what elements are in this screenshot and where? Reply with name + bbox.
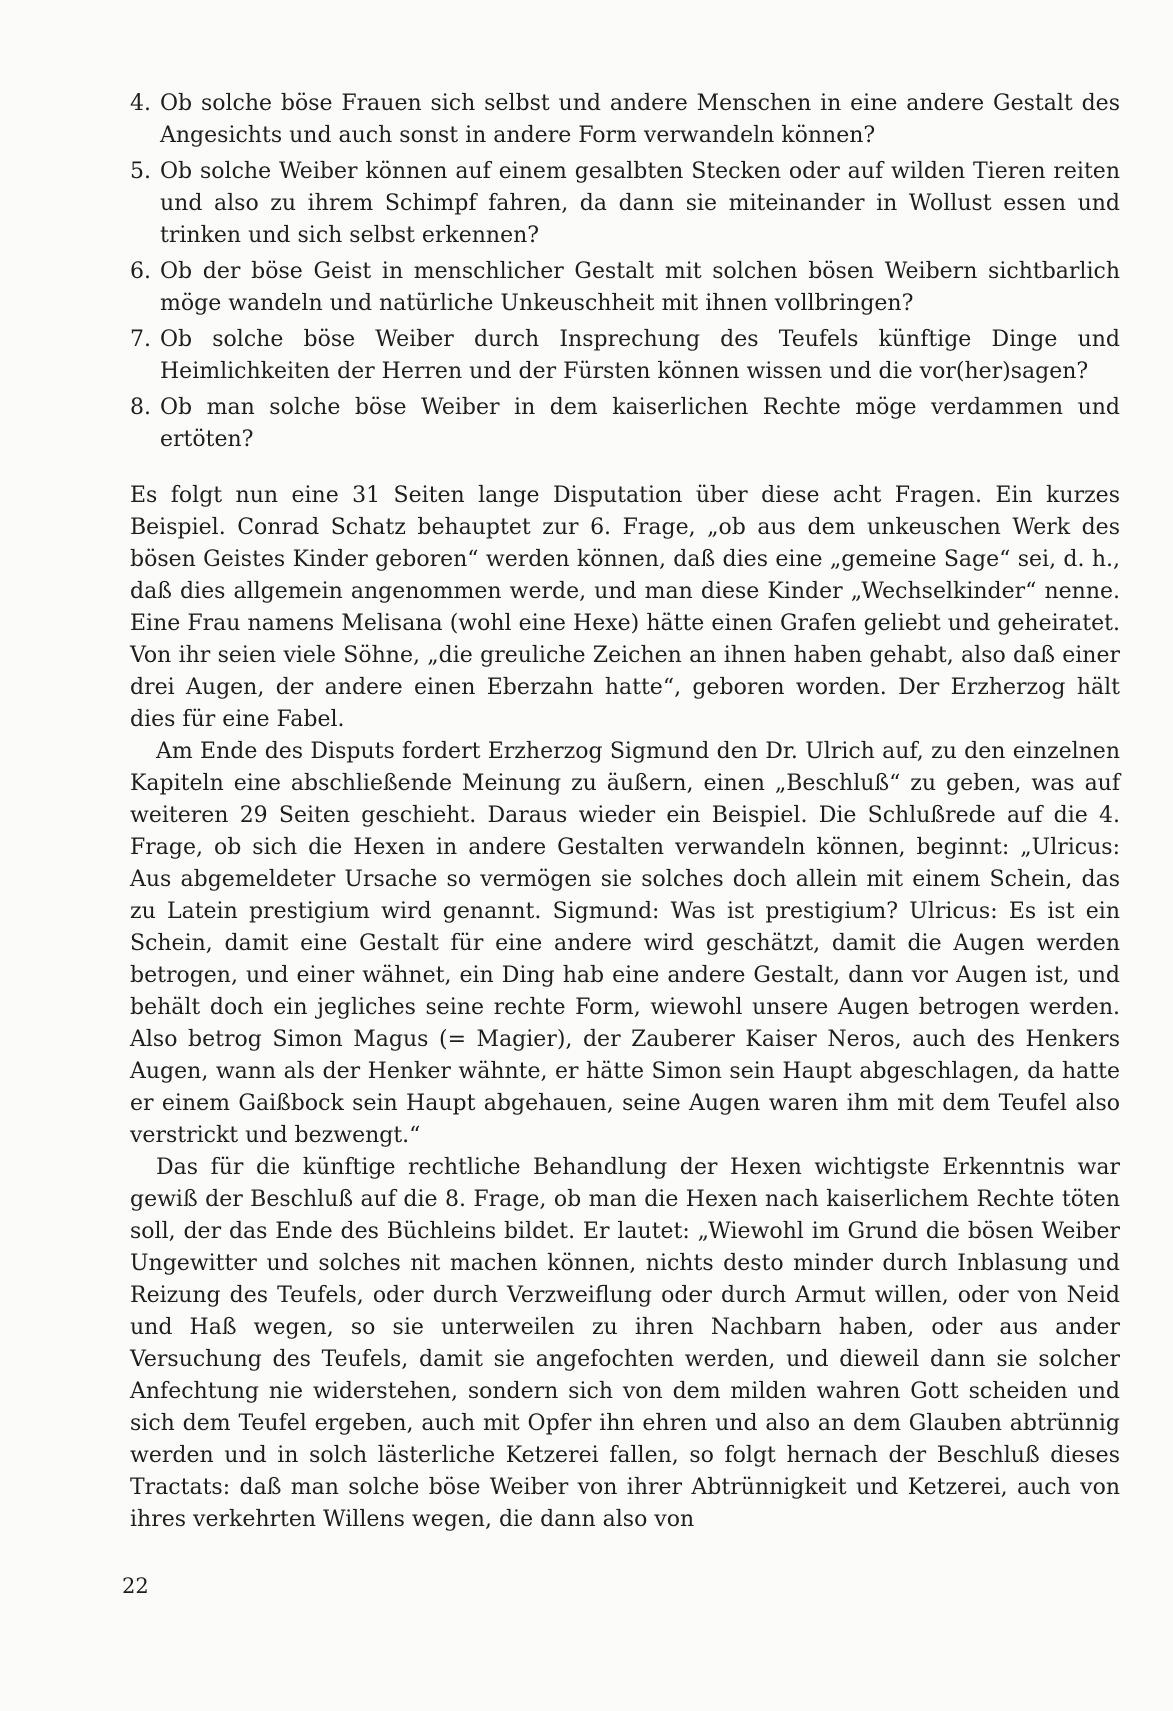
body-text bbox=[130, 480, 1120, 1536]
item-number: 6. bbox=[130, 259, 151, 284]
paragraph: Das für die künftige rechtliche Behandlung der Hexen wichtigste Erkenntnis war gewiß der Beschluß auf die 8. Frage, ob man die Hexen nach kaiserlichem Rechte töten soll, der das Ende des Büchleins bildet. Er lautet: „Wiewohl im Grund die bösen Weiber Ungewitter und solches nit machen können, nichts desto minder durch Inblasung und Reizung des Teufels, oder durch Verzweiflung oder durch Armut willen, oder von Neid und Haß wegen, so sie unterweilen zu ihren Nachbarn haben, oder aus ander Versuchung des Teufels, damit sie angefochten werden, und dieweil dann sie solcher Anfechtung nie widerstehen, sondern sich von dem milden wahren Gott scheiden und sich dem Teufel ergeben, auch mit Opfer ihn ehren und also an dem Glauben abtrünnig werden und in solch lästerliche Ketzerei fallen, so folgt hernach der Beschluß dieses Tractats: daß man solche böse Weiber von ihrer Abtrünnigkeit und Ketzerei, auch von ihres verkehrten Willens wegen, die dann also von bbox=[130, 1155, 1120, 1532]
item-number: 7. bbox=[130, 327, 151, 352]
list-item bbox=[130, 392, 1120, 456]
list-item bbox=[130, 324, 1120, 388]
item-text: Ob solche böse Weiber durch Insprechung des Teufels künftige Dinge und Heimlichkeiten der Herren und der Fürsten können wissen und die vor(her)sagen? bbox=[160, 327, 1120, 384]
item-text: Ob der böse Geist in menschlicher Gestalt mit solchen bösen Weibern sichtbarlich möge wandeln und natürliche Unkeuschheit mit ihnen vollbringen? bbox=[160, 259, 1120, 316]
item-number: 8. bbox=[130, 395, 151, 420]
item-text: Ob solche böse Frauen sich selbst und andere Menschen in eine andere Gestalt des Angesichts und auch sonst in andere Form verwandeln können? bbox=[160, 91, 1120, 148]
item-number: 4. bbox=[130, 91, 151, 116]
list-item bbox=[130, 156, 1120, 252]
page-number: 22 bbox=[122, 1574, 149, 1598]
item-number: 5. bbox=[130, 159, 151, 184]
list-item bbox=[130, 256, 1120, 320]
item-text: Ob solche Weiber können auf einem gesalbten Stecken oder auf wilden Tieren reiten und also zu ihrem Schimpf fahren, da dann sie miteinander in Wollust essen und trinken und sich selbst erkennen? bbox=[160, 159, 1120, 248]
item-text: Ob man solche böse Weiber in dem kaiserlichen Rechte möge verdammen und ertöten? bbox=[160, 395, 1120, 452]
list-item bbox=[130, 88, 1120, 152]
page-body bbox=[130, 88, 1120, 1536]
paragraph: Es folgt nun eine 31 Seiten lange Disputation über diese acht Fragen. Ein kurzes Beispiel. Conrad Schatz behauptet zur 6. Frage, „ob aus dem unkeuschen Werk des bösen Geistes Kinder geboren“ werden können, daß dies eine „gemeine Sage“ sei, d. h., daß dies allgemein angenommen werde, und man diese Kinder „Wechselkinder“ nenne. Eine Frau namens Melisana (wohl eine Hexe) hätte einen Grafen geliebt und geheiratet. Von ihr seien viele Söhne, „die greuliche Zeichen an ihnen haben gehabt, also daß einer drei Augen, der andere einen Eberzahn hatte“, geboren worden. Der Erzherzog hält dies für eine Fabel. bbox=[130, 483, 1120, 732]
question-list bbox=[130, 88, 1120, 456]
paragraph: Am Ende des Disputs fordert Erzherzog Sigmund den Dr. Ulrich auf, zu den einzelnen Kapiteln eine abschließende Meinung zu äußern, einen „Beschluß“ zu geben, was auf weiteren 29 Seiten geschieht. Daraus wieder ein Beispiel. Die Schlußrede auf die 4. Frage, ob sich die Hexen in andere Gestalten verwandeln können, beginnt: „Ulricus: Aus abgemeldeter Ursache so vermögen sie solches doch allein mit einem Schein, das zu Latein prestigium wird genannt. Sigmund: Was ist prestigium? Ulricus: Es ist ein Schein, damit eine Gestalt für eine andere wird geschätzt, damit die Augen werden betrogen, und einer wähnet, ein Ding hab eine andere Gestalt, dann vor Augen ist, und behält doch ein jegliches seine rechte Form, wiewohl unsere Augen betrogen werden. Also betrog Simon Magus (= Magier), der Zauberer Kaiser Neros, auch des Henkers Augen, wann als der Henker wähnte, er hätte Simon sein Haupt abgeschlagen, da hatte er einem Gaißbock sein Haupt abgehauen, seine Augen waren ihm mit dem Teufel also verstrickt und bezwengt.“ bbox=[130, 739, 1120, 1148]
